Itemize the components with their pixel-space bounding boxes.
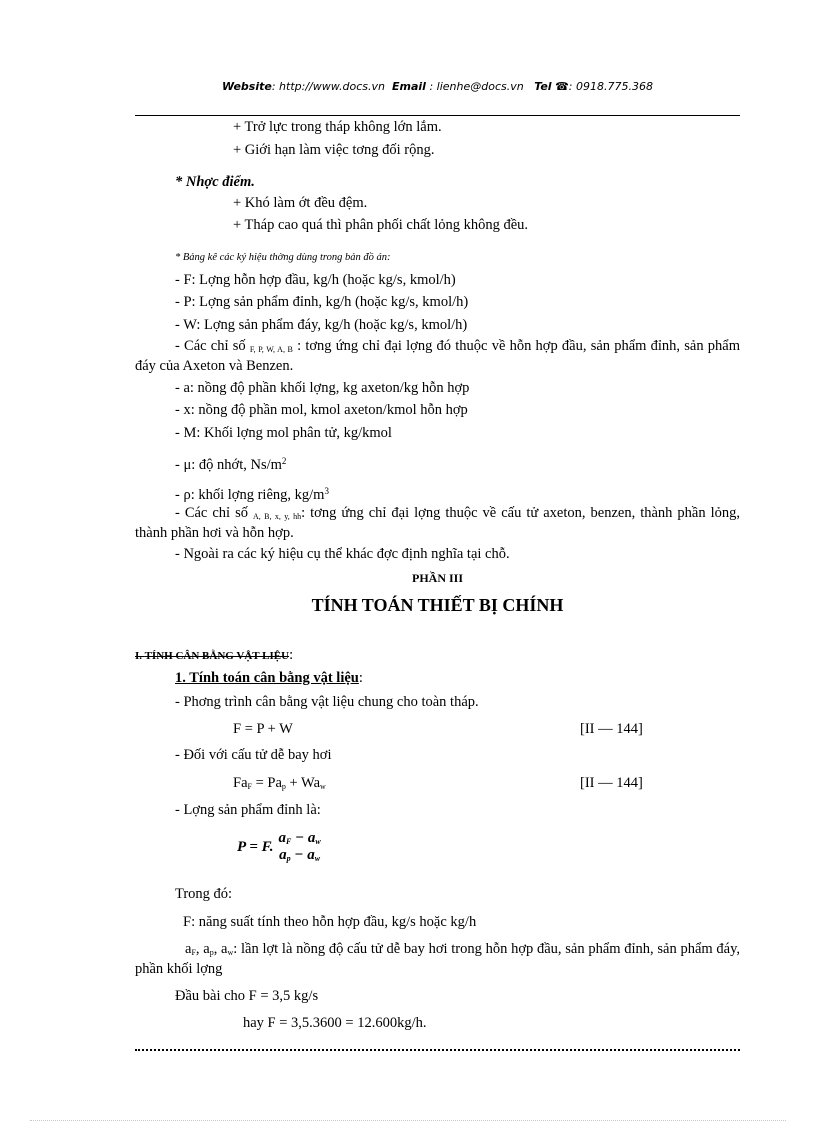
formula-lhs: P = F. <box>237 838 274 855</box>
reference-2: [II — 144] <box>580 775 643 791</box>
symbol-rho: - ρ: khối lợng riêng, $kg/m^3$ <box>175 486 329 503</box>
mu-symbol: μ <box>183 457 192 473</box>
formula-numerator: $a_F - a_w$ <box>278 830 321 846</box>
disadvantage-2: + Tháp cao quá thì phân phối chất lỏng không đều. <box>233 217 529 233</box>
symbol-F: - F: Lợng hỗn hợp đầu, kg/h (hoặc kg/s, kmol/h) <box>175 272 456 288</box>
advantage-1: + Trở lực trong tháp không lớn lắm. <box>233 119 442 135</box>
symbol-indices-2: - Các chỉ số $_{A, B, x, y, hh}$: tơng ứng chỉ đại lợng thuộc về cấu tử axeton, benzen, thành phần lỏng, thành phần hơi và hỗn hợp. <box>135 505 741 541</box>
where-a: $a_F$, $a_p$, $a_w$: lần lợt là nồng độ cấu tử dễ bay hơi trong hỗn hợp đầu, sản phẩm đỉnh, sản phẩm đáy, phần khối lợng <box>135 941 741 977</box>
section-1-heading: I. TÍNH CÂN BẰNG VẬT LIỆU: <box>135 647 294 663</box>
formula-denominator: $a_p - a_w$ <box>279 847 321 863</box>
symbol-a: - a: nồng độ phần khối lợng, kg axeton/kg hỗn hợp <box>175 380 470 396</box>
website-url: : http://www.docs.vn <box>271 80 386 93</box>
balance-intro: - Phơng trình cân bằng vật liệu chung cho toàn tháp. <box>175 694 479 710</box>
given-statement: Đầu bài cho F = 3,5 kg/s <box>175 988 319 1004</box>
balance-intro-2: - Đối với cấu tử dễ bay hơi <box>175 747 332 763</box>
symbol-x: - x: nồng độ phần mol, kmol axeton/kmol hỗn hợp <box>175 402 468 418</box>
advantage-2: + Giới hạn làm việc tơng đối rộng. <box>233 142 435 158</box>
symbol-P: - P: Lợng sản phẩm đỉnh, kg/h (hoặc kg/s, kmol/h) <box>175 294 469 310</box>
distillate-formula <box>237 830 323 864</box>
phone-icon: ☎ <box>555 80 569 93</box>
symbol-indices-1: - Các chỉ số $_{F, P, W, A, B}$ : tơng ứng chỉ đại lợng đó thuộc về hỗn hợp đầu, sản phẩm đỉnh, sản phẩm đáy của Axeton và Benzen. <box>135 338 741 374</box>
formula-fraction <box>276 830 322 864</box>
email-value: : lienhe@docs.vn <box>429 80 524 93</box>
reference-1: [II — 144] <box>580 721 643 737</box>
part-label: PHẦN III <box>411 571 463 585</box>
symbol-mu: - μ: độ nhớt, $Ns/m^2$ <box>175 456 287 473</box>
balance-equation-1: F = P + W <box>233 721 293 737</box>
part-title: TÍNH TOÁN THIẾT BỊ CHÍNH <box>311 595 564 615</box>
subsection-1-heading: 1. Tính toán cân bằng vật liệu: <box>175 670 363 686</box>
where-label: Trong đó: <box>175 886 233 902</box>
website-label: Website <box>222 80 272 93</box>
balance-equation-2: $Fa_F = Pa_p + Wa_w$ <box>233 775 326 791</box>
page-footer-rule <box>30 1120 786 1121</box>
tel-label: Tel <box>534 80 552 93</box>
symbol-W: - W: Lợng sản phẩm đáy, kg/h (hoặc kg/s, kmol/h) <box>175 317 468 333</box>
email-label: Email <box>392 80 426 93</box>
bottom-rule <box>135 1049 740 1051</box>
given-statement-2: hay F = 3,5.3600 = 12.600kg/h. <box>243 1015 427 1031</box>
disadvantages-title: * Nhợc điểm. <box>175 174 255 190</box>
symbols-title: * Bảng kê các ký hiệu thờng dùng trong bản đồ án: <box>175 252 391 263</box>
rho-symbol: ρ <box>183 487 191 503</box>
symbol-other: - Ngoài ra các ký hiệu cụ thể khác đợc định nghĩa tại chỗ. <box>175 546 510 562</box>
symbol-M: - M: Khối lợng mol phân tử, kg/kmol <box>175 425 392 441</box>
page-header <box>135 80 740 93</box>
tel-value: : 0918.775.368 <box>568 80 653 93</box>
where-F: F: năng suất tính theo hỗn hợp đầu, kg/s hoặc kg/h <box>183 914 477 930</box>
balance-intro-3: - Lợng sản phẩm đỉnh là: <box>175 802 321 818</box>
header-rule <box>135 115 740 116</box>
disadvantage-1: + Khó làm ớt đều đệm. <box>233 195 368 211</box>
